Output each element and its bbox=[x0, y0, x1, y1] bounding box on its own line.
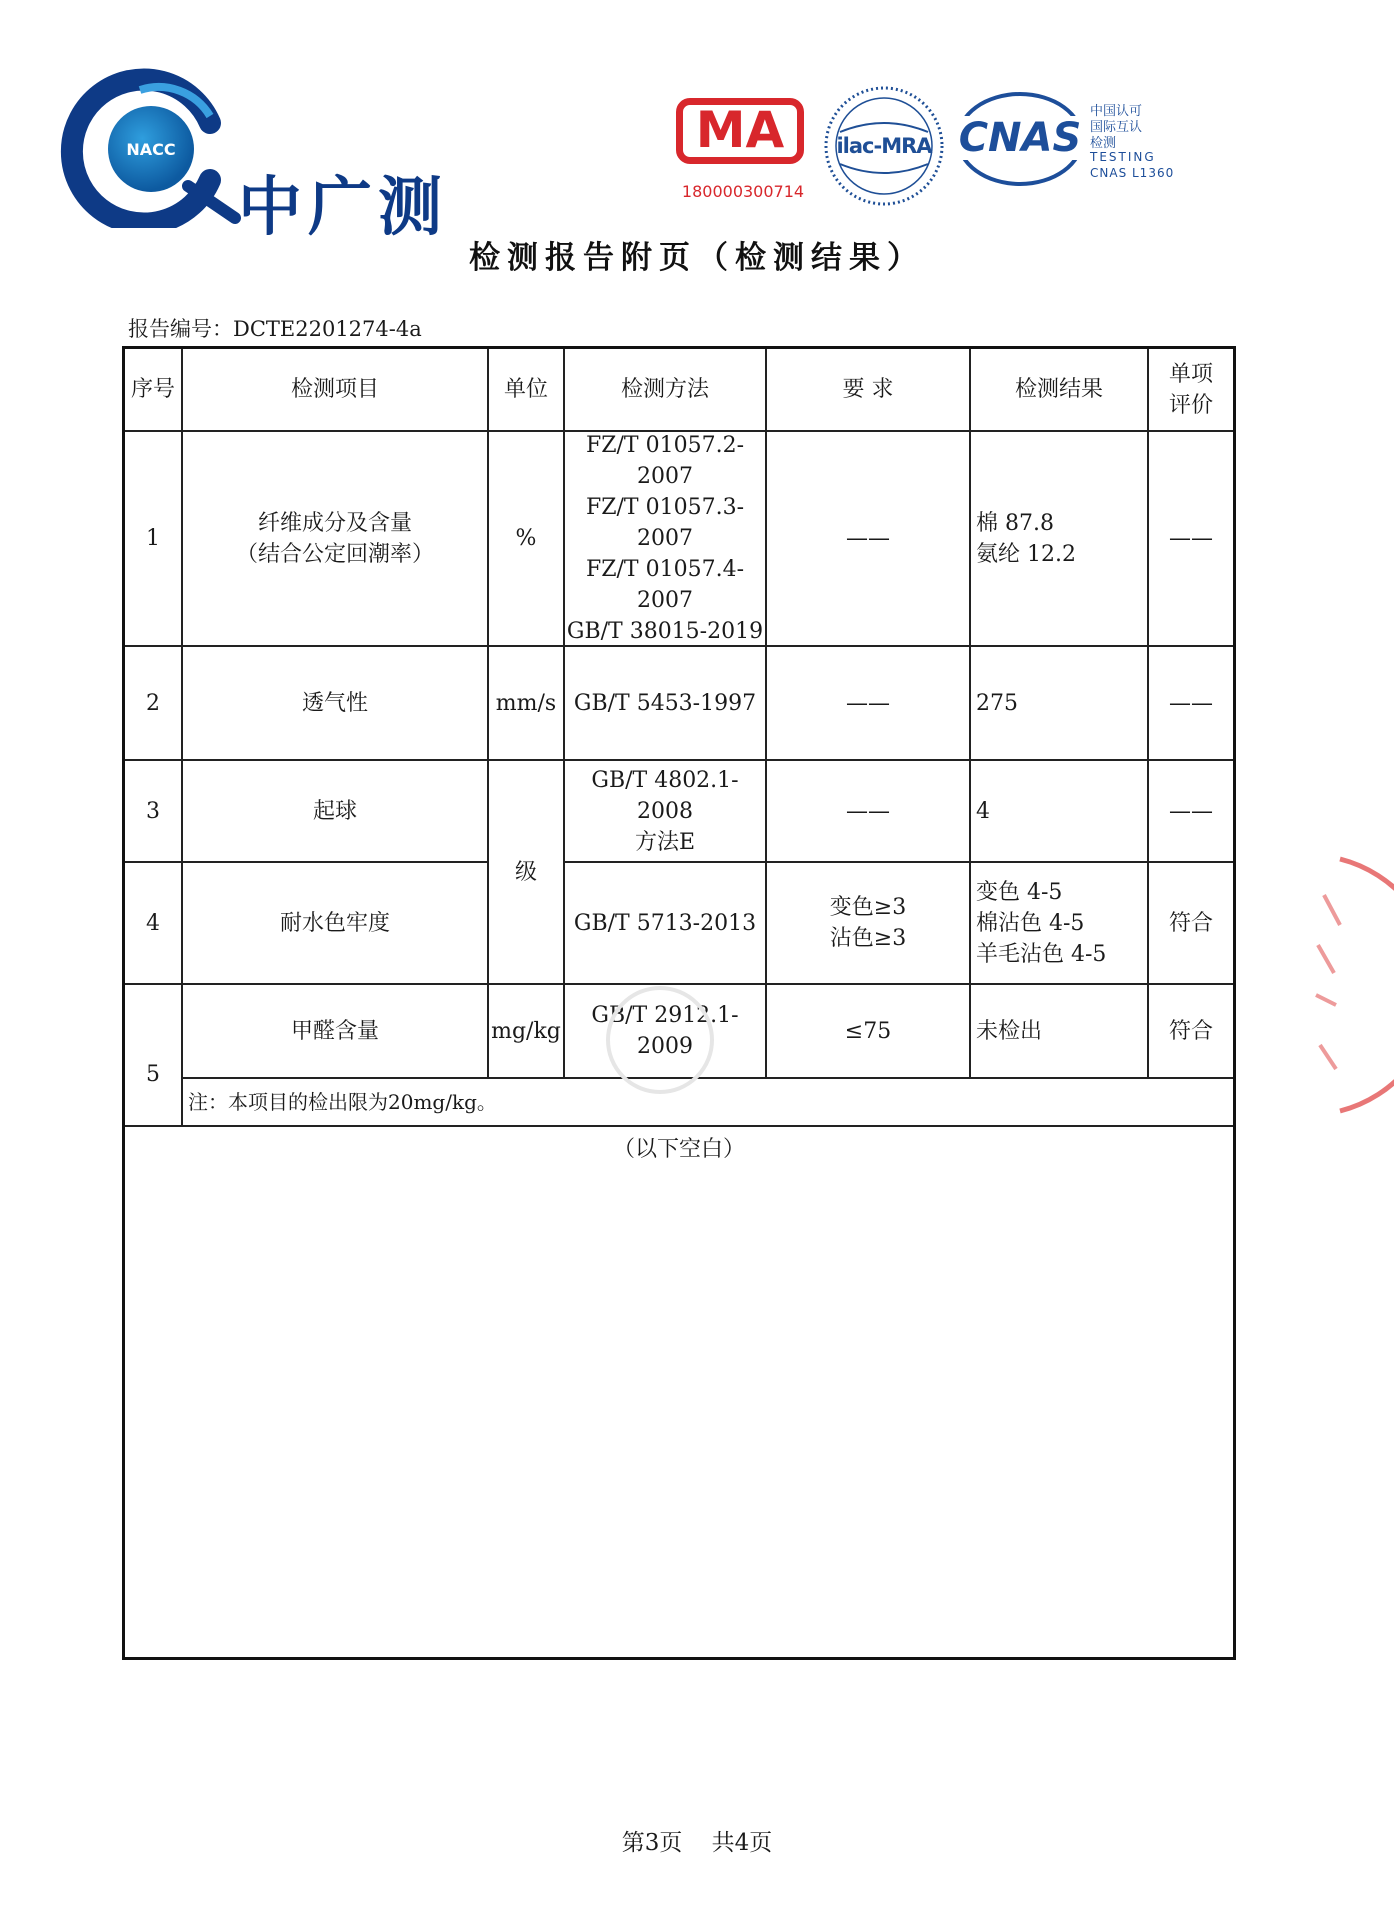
ma-mark: MA bbox=[695, 101, 785, 159]
row-3-item: 起球 bbox=[312, 798, 357, 824]
row-2-item: 透气性 bbox=[301, 690, 368, 716]
row-1-result: 棉 87.8 氨纶 12.2 bbox=[976, 510, 1076, 567]
header-item: 检测项目 bbox=[290, 377, 379, 402]
brand-name: 中广测 bbox=[238, 171, 448, 245]
row-4-item: 耐水色牢度 bbox=[279, 910, 390, 936]
faint-seal-icon bbox=[600, 980, 720, 1100]
row-5-requirement: ≤75 bbox=[844, 1018, 892, 1044]
row-1-unit: % bbox=[515, 526, 537, 551]
blank-marker: （以下空白） bbox=[612, 1136, 745, 1162]
cnas-logo bbox=[956, 92, 1186, 202]
row-2-evaluation: —— bbox=[1169, 690, 1213, 716]
row-2-method: GB/T 5453-1997 bbox=[573, 690, 757, 716]
row-5-no: 5 bbox=[146, 1061, 160, 1087]
row-1-method: FZ/T 01057.2-2007 FZ/T 01057.3-2007 FZ/T 01057.4-2007 GB/T 38015-2019 bbox=[566, 433, 764, 644]
row-5-method: GB/T 2912.1-2009 bbox=[591, 1003, 739, 1059]
report-number: 报告编号：DCTE2201274-4a bbox=[128, 317, 422, 341]
page-number: 第3页 bbox=[621, 1830, 683, 1856]
row-5-evaluation: 符合 bbox=[1168, 1018, 1213, 1044]
red-stamp-fragment-icon bbox=[1300, 855, 1394, 1115]
nacc-logo bbox=[60, 68, 460, 245]
cnas-side-line: TESTING bbox=[1090, 150, 1156, 164]
header-evaluation: 单项 评价 bbox=[1168, 361, 1213, 418]
row-4-requirement: 变色≥3 沾色≥3 bbox=[829, 895, 907, 951]
row-3-4-unit: 级 bbox=[514, 859, 537, 885]
header-no: 序号 bbox=[130, 377, 175, 402]
header-requirement: 要 求 bbox=[842, 377, 894, 402]
nacc-badge: NACC bbox=[108, 106, 194, 192]
row-4-result: 变色 4-5 棉沾色 4-5 羊毛沾色 4-5 bbox=[976, 879, 1107, 967]
row-1-no: 1 bbox=[146, 526, 160, 551]
ilac-mra-logo bbox=[822, 84, 946, 208]
row-4-method: GB/T 5713-2013 bbox=[573, 910, 757, 936]
row-2-requirement: —— bbox=[846, 690, 890, 716]
cnas-side-line: 中国认可 bbox=[1090, 104, 1143, 119]
header-result: 检测结果 bbox=[1014, 377, 1103, 402]
row-3-no: 3 bbox=[146, 798, 160, 824]
row-2-result: 275 bbox=[976, 690, 1018, 716]
page-total: 共4页 bbox=[711, 1830, 773, 1856]
row-1-evaluation: —— bbox=[1169, 526, 1213, 551]
ma-number: 180000300714 bbox=[681, 182, 805, 201]
row-3-result: 4 bbox=[976, 798, 990, 824]
table-note: 注：本项目的检出限为20mg/kg。 bbox=[188, 1089, 497, 1114]
ilac-mark: ilac-MRA bbox=[836, 134, 932, 158]
row-4-no: 4 bbox=[146, 910, 160, 936]
row-3-method: GB/T 4802.1-2008 方法E bbox=[591, 767, 739, 855]
row-3-evaluation: —— bbox=[1169, 798, 1213, 824]
row-5-unit: mg/kg bbox=[491, 1018, 561, 1044]
row-4-evaluation: 符合 bbox=[1168, 910, 1213, 936]
row-5-item: 甲醛含量 bbox=[290, 1018, 379, 1044]
row-2-no: 2 bbox=[146, 690, 160, 716]
header-method: 检测方法 bbox=[620, 377, 709, 402]
document-title: 检测报告附页（检测结果） bbox=[469, 240, 925, 276]
cnas-side-line: 检测 bbox=[1090, 136, 1117, 151]
row-1-item: 纤维成分及含量 （结合公定回潮率） bbox=[235, 510, 434, 567]
cnas-mark: CNAS bbox=[950, 116, 1090, 160]
row-2-unit: mm/s bbox=[495, 690, 557, 716]
row-3-requirement: —— bbox=[846, 798, 890, 824]
row-5-result: 未检出 bbox=[976, 1018, 1043, 1044]
cnas-side-line: 国际互认 bbox=[1090, 120, 1143, 135]
ma-logo bbox=[676, 98, 810, 208]
row-1-requirement: —— bbox=[846, 526, 890, 551]
page-footer bbox=[0, 1824, 1394, 1857]
cnas-side-line: CNAS L1360 bbox=[1090, 166, 1175, 180]
header-unit: 单位 bbox=[503, 377, 548, 402]
